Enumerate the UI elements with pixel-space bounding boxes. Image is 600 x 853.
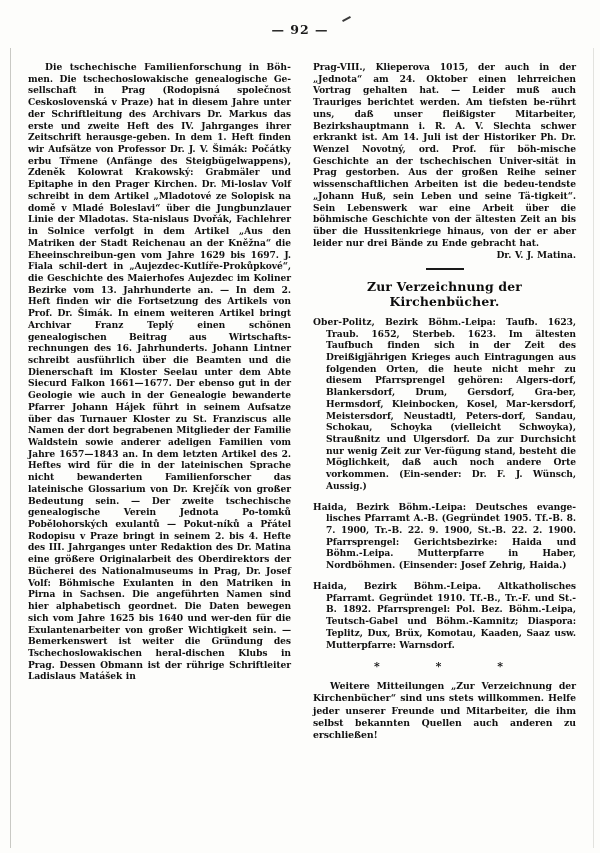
page-frame-right-rule (593, 48, 594, 848)
article-signature: Dr. V. J. Matina. (496, 249, 576, 261)
section-divider-rule (426, 268, 464, 270)
entry-detail-text: Bezirk Böhm.-Leipa: Taufb. 1623, Traub. 1652, Sterbeb. 1623. Im ältesten Taufbuch finden sich in der Zeit des Dreißigjährigen Krieges auch Eintragungen aus folgenden Orten, die heute nicht mehr zu diesem Pfarrsprengel gehören: Algers-dorf, Blankersdorf, Drum, Gersdorf, Gra-ber, Hermsdorf, Kleinbocken, Kosel, Mar-kersdorf, Meistersdorf, Neustadtl, Peters-dorf, Sandau, Schokau, Schoyka (vielleicht Schwoyka), Straußnitz und Ulgersdorf. Da zur Durchsicht nur wenig Zeit zur Ver-fügung stand, besteht die Möglichkeit, daß auch noch andere Orte vorkommen. (Ein-sender: Dr. F. J. Wünsch, Aussig.) (326, 316, 576, 492)
page-number: — 92 — (271, 22, 329, 37)
asterisk-ornament: * * * (374, 660, 529, 674)
right-column (313, 62, 576, 742)
church-book-entry (313, 317, 576, 493)
left-column (28, 62, 291, 742)
article-body-text: men. Die tschechoslowakische genealogische Ge-sellschaft in Prag (Rodopisná společnost Ceskoslovenská v Praze) hat in diesem Jahre unter der Schriftleitung des Archivars Dr. Markus das erste und zweite Heft des IV. Jahrganges ihrer Zeitschrift herausge-geben. In dem 1. Heft finden wir Aufsätze von Professor Dr. J. V. Šimák: Počátky erbu Třmene (Anfänge des Steigbügelwappens), Zdeněk Kolowrat Krakowský: Grabmäler und Epitaphe in den Prager Kirchen. Dr. Mi-loslav Volf schreibt in dem Artikel „Mladotové ze Solopisk na domě v Mladé Boleslavi“ über die Jungbunzlauer Linie der Mladotas. Sta-nislaus Dvořák, Fachlehrer in Solnice verfolgt in dem Artikel „Aus den Matriken der Stadt Reichenau an der Kněžna“ die Eheeinschreibun-gen vom Jahre 1629 bis 1697. J. Fiala schil-dert in „Aujezdec-Kutlíře-Prokůpkové“, die Geschichte des Maierhofes Aujezdec im Koliner Bezirke vom 13. Jahrhunderte an. — In dem 2. Heft finden wir die Fortsetzung des Artikels von Prof. Dr. Šimák. In einem weiteren Artikel bringt Archivar Franz Teplý einen schönen genealogischen Beitrag aus Wirtschafts-rechnungen des 16. Jahrhunderts. Johann Lintner schreibt ausführlich über die Beamten und die Dienerschaft im Kloster Seelau unter dem Abte Siecurd Falkon 1661—1677. Der ebenso gut in der Geologie wie auch in der Genealogie bewanderte Pfarrer Johann Hájek führt in seinem Aufsatze über das Turnauer Kloster zu St. Franziscus alle Namen der dort begrabenen Mitglieder der Familie Waldstein sowie anderer adeligen Familien vom Jahre 1657—1843 an. In dem letzten Artikel des 2. Heftes wird für die in der lateinischen Sprache nicht bewanderten Familienforscher das lateinische Glossarium von Dr. Krejčík von großer Bedeutung sein. — Der zweite tschechische genealogische Verein Jednota Po-tomků Pobělohorských exulantů — Pokut-níků a Přátel Rodopisu v Praze bringt in seinem 2. bis 4. Hefte des III. Jahrganges unter Redaktion des Dr. Matina eine größere Originalarbeit des Oberdirektors der Bücherei des Nationalmuseums in Prag, Dr. Josef Volf: Böhmische Exulanten in den Matriken in Pirna in Sachsen. Die angeführten Namen sind hier alphabetisch geordnet. Die Daten bewegen sich vom Jahre 1625 bis 1640 und wer-den für die Exulantenarbeiter von großer Wichtigkeit sein. — Bemerkenswert ist weiter die Gründung des Tschechoslowakischen heral-dischen Klubs in Prag. Dessen Obmann ist der rührige Schriftleiter Ladislaus Matášek in (28, 73, 291, 683)
article-paragraph (28, 62, 291, 683)
closing-appeal (313, 681, 576, 742)
entry-place-name: Haida, (313, 580, 347, 592)
closing-appeal-text: Weitere Mitteilungen „Zur Verzeichnung der Kirchenbücher“ sind uns stets willkommen. Helfe jeder unserer Freunde und Mitarbeiter, die ihm selbst bekannten Quellen auch anderen zu erschließen! (313, 681, 576, 742)
article-lead-title: Die tschechische Familienforschung in Böh- (45, 62, 291, 73)
article-continuation-text: Prag-VIII., Klieperova 1015, der auch in der „Jednota“ am 24. Oktober einen lehrreichen Vortrag gehalten hat. — Leider muß auch Trauriges berichtet werden. Am tiefsten be-rührt uns, daß unser fleißigster Mitarbeiter, Bezirkshauptmann i. R. A. V. Slechta schwer erkrankt ist. Am 14. Juli ist der Historiker Ph. Dr. Wenzel Novotný, ord. Prof. für böh-mische Geschichte an der tschechischen Univer-sität in Prag gestorben. Aus der großen Reihe seiner wissenschaftlichen Arbeiten ist die bedeu-tendste „Johann Huß, sein Leben und seine Tä-tigkeit“. Sein Lebenswerk war eine Arbeit über die böhmische Geschichte von der ältesten Zeit an bis über die Hussitenkriege hinaus, von der er aber leider nur drei Bände zu Ende gebracht hat. (313, 62, 576, 249)
entry-place-name: Ober-Politz, (313, 316, 375, 328)
two-column-text-body (28, 62, 576, 742)
section-heading: Zur Verzeichnung der Kirchenbücher. (366, 278, 523, 309)
church-book-entry (313, 581, 576, 651)
entry-place-name: Haida, (313, 501, 347, 513)
article-continuation-paragraph (313, 62, 576, 261)
page-frame-left-rule (10, 48, 11, 848)
entry-detail-text: Bezirk Böhm.-Leipa: Deutsches evange-lisches Pfarramt A.-B. (Gegründet 1905. Tf.-B. 8. 7. 1900, Tr.-B. 22. 9. 1900, St.-B. 22. 2. 1900. Pfarrsprengel: Gerichtsbezirke: Haida und Böhm.-Leipa. Mutterpfarre in Haber, Nordböhmen. (Einsender: Josef Zehrig, Haida.) (326, 501, 576, 572)
entry-detail-text: Bezirk Böhm.-Leipa. Altkatholisches Pfarramt. Gegründet 1910. Tf.-B., Tr.-F. und St.-B. 1892. Pfarrsprengel: Pol. Bez. Böhm.-Leipa, Teutsch-Gabel und Böhm.-Kamnitz; Diaspora: Teplitz, Dux, Brüx, Komotau, Kaaden, Saaz usw. Mutterpfarre: Warnsdorf. (326, 580, 576, 651)
church-book-entry (313, 502, 576, 572)
